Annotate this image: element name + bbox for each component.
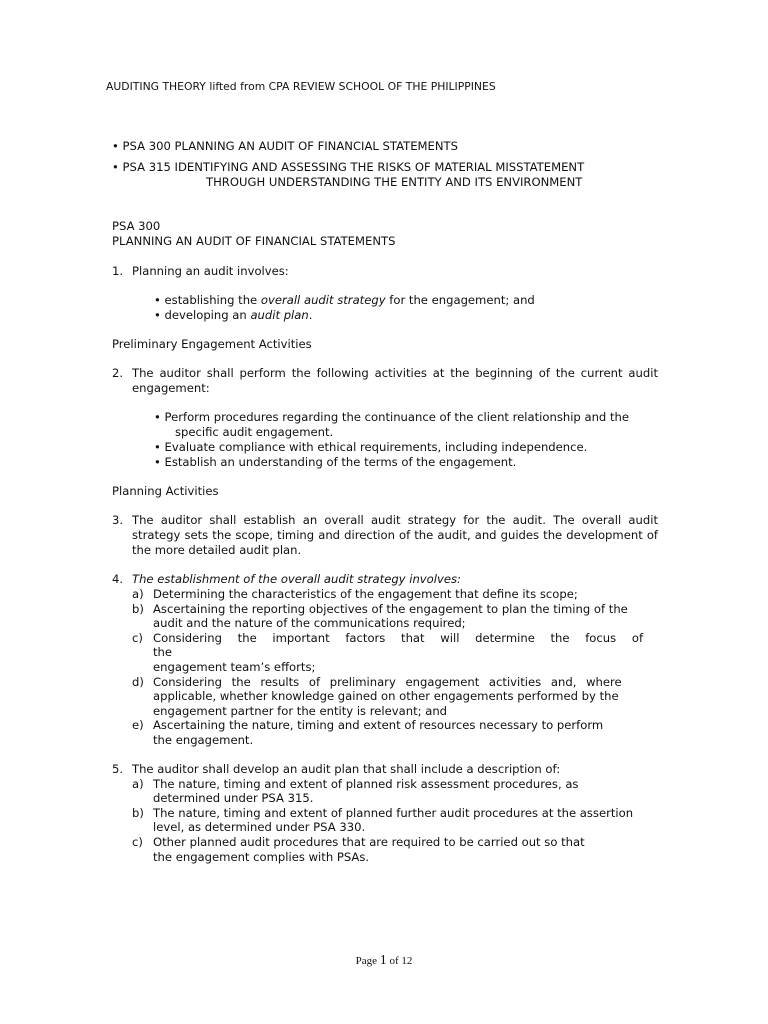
item-text: Planning an audit involves: [132, 264, 289, 278]
sub-text [153, 806, 658, 835]
bullet-text: • developing an [154, 308, 251, 322]
bullet-item: • Evaluate compliance with ethical requirements, including independence. [154, 440, 588, 454]
sub-text [153, 602, 658, 631]
sub-label: a) [132, 776, 144, 791]
sub-label: d) [132, 674, 144, 689]
sub-text-line: Ascertaining the nature, timing and extent of resources necessary to perform [153, 718, 604, 733]
page-total: 12 [401, 955, 413, 967]
sub-text [153, 675, 658, 719]
page-number: 1 [379, 953, 387, 968]
bullet-text: • establishing the [154, 293, 261, 307]
emphasis-text: overall audit strategy [260, 293, 386, 307]
bullet-text: for the engagement; and [385, 293, 535, 307]
bullet-text-continued: specific audit engagement. [175, 425, 334, 439]
bullet-item [154, 293, 658, 308]
bullet-item [154, 308, 658, 323]
item-text: The establishment of the overall audit strategy involves: [132, 572, 461, 586]
sub-label: c) [132, 630, 143, 645]
sub-item [132, 777, 658, 806]
sub-text-line: The nature, timing and extent of planned risk assessment procedures, as [153, 776, 579, 791]
numbered-item-3 [112, 513, 658, 558]
emphasis-text: audit plan [250, 308, 309, 322]
sub-text-line: the engagement. [153, 732, 254, 747]
bullet-text: . [308, 308, 313, 322]
numbered-item-5 [112, 762, 658, 777]
bullet-item [154, 410, 658, 440]
sub-text-line: level, as determined under PSA 330. [153, 820, 366, 835]
numbered-item-1 [112, 264, 658, 279]
section-title: PLANNING AN AUDIT OF FINANCIAL STATEMENTS [112, 234, 396, 248]
bullet-item: • Establish an understanding of the terms of the engagement. [154, 455, 517, 469]
sub-text-line: applicable, whether knowledge gained on other engagements performed by the [153, 689, 619, 704]
topic-text-continued: THROUGH UNDERSTANDING THE ENTITY AND ITS ENVIRONMENT [206, 175, 583, 189]
bullet-list [154, 410, 658, 470]
sub-label: a) [132, 587, 144, 601]
spacer [112, 748, 658, 762]
sub-text [153, 631, 658, 675]
sub-text-line: the engagement complies with PSAs. [153, 849, 370, 864]
sub-label: e) [132, 718, 144, 733]
item-number: 2. [112, 366, 124, 380]
sub-text-line: determined under PSA 315. [153, 791, 314, 806]
item-text: The auditor shall establish an overall audit strategy for the audit. The overall audit strategy sets the scope, timing and direction of the audit, and guides the development of the more detailed audit plan. [132, 513, 658, 557]
sub-label: b) [132, 805, 144, 820]
numbered-item-4 [112, 572, 658, 587]
page-footer [0, 953, 768, 969]
sub-item [132, 806, 658, 835]
item-number: 4. [112, 572, 124, 586]
sub-text-line: The nature, timing and extent of planned further audit procedures at the assertion [153, 805, 634, 820]
spacer [112, 558, 658, 572]
sub-text [153, 718, 658, 747]
sub-text-line: Ascertaining the reporting objectives of the engagement to plan the timing of the [153, 601, 628, 616]
item-number: 3. [112, 513, 124, 527]
sub-item [132, 835, 658, 864]
subheading: Planning Activities [112, 484, 219, 498]
sub-text-line: Other planned audit procedures that are required to be carried out so that [153, 834, 585, 849]
sub-text [153, 835, 658, 864]
sub-text-line: engagement partner for the entity is relevant; and [153, 703, 448, 718]
numbered-item-2 [112, 366, 658, 396]
sub-label: b) [132, 601, 144, 616]
sub-text [153, 777, 658, 806]
sub-list [132, 777, 658, 865]
section-id: PSA 300 [112, 219, 161, 233]
page-header: AUDITING THEORY lifted from CPA REVIEW SCHOOL OF THE PHILIPPINES [106, 80, 496, 93]
subheading: Preliminary Engagement Activities [112, 337, 312, 351]
sub-label: c) [132, 834, 143, 849]
sub-item [132, 631, 658, 675]
bullet: • [112, 160, 119, 174]
item-text: The auditor shall perform the following activities at the beginning of the current audit engagement: [132, 366, 658, 395]
sub-text: Determining the characteristics of the engagement that define its scope; [153, 587, 578, 601]
sub-item [132, 675, 658, 719]
sub-text-line: Considering the results of preliminary engagement activities and, where [153, 674, 622, 689]
item-number: 5. [112, 761, 124, 776]
sub-item [132, 718, 658, 747]
topic-item [112, 160, 584, 190]
topic-text: PSA 300 PLANNING AN AUDIT OF FINANCIAL STATEMENTS [122, 139, 458, 153]
bullet-list [154, 293, 658, 323]
bullet: • [112, 139, 119, 153]
topic-item [112, 139, 584, 154]
sub-item [132, 587, 658, 602]
item-text: The auditor shall develop an audit plan that shall include a description of: [132, 761, 561, 776]
sub-list [132, 587, 658, 748]
sub-text-line: Considering the important factors that will determine the focus of the [153, 630, 644, 660]
of-label: of [389, 955, 399, 967]
bullet-text: • Perform procedures regarding the continuance of the client relationship and the [154, 410, 630, 424]
sub-text-line: audit and the nature of the communications required; [153, 616, 466, 631]
topic-text: PSA 315 IDENTIFYING AND ASSESSING THE RISKS OF MATERIAL MISSTATEMENT [122, 160, 585, 174]
sub-text-line: engagement team’s efforts; [153, 659, 316, 674]
page-label: Page [355, 955, 377, 967]
main-content [112, 219, 658, 864]
topic-list [112, 139, 584, 196]
sub-item [132, 602, 658, 631]
item-number: 1. [112, 264, 124, 278]
